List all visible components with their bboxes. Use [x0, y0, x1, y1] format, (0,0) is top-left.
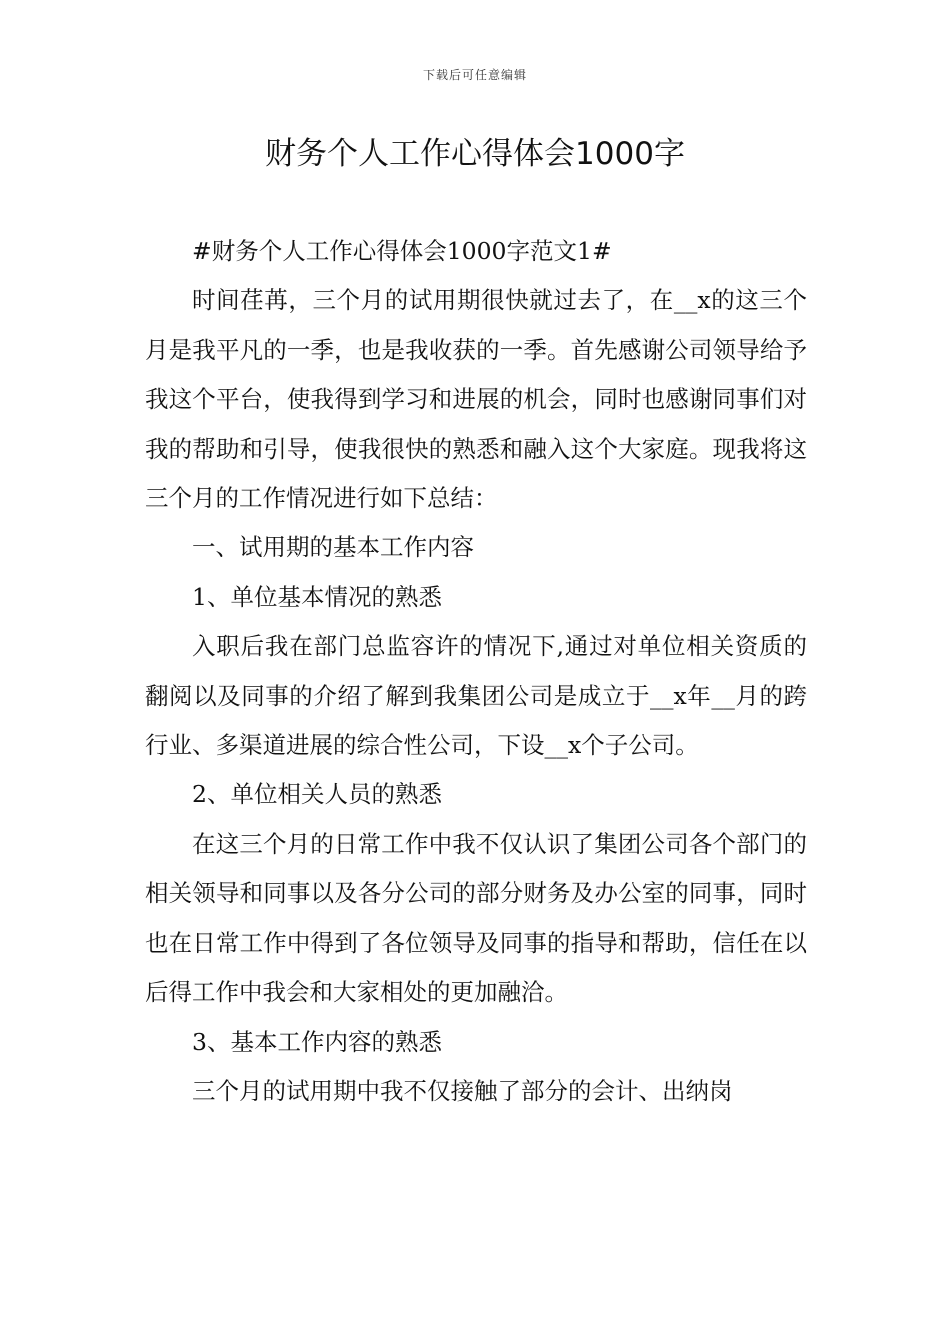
subheading-unit-situation: 1、单位基本情况的熟悉 [192, 582, 442, 611]
subheading-work-content: 3、基本工作内容的熟悉 [192, 1027, 442, 1056]
document-title: 财务个人工作心得体会1000字 [265, 136, 685, 172]
paragraph-intro: 时间荏苒，三个月的试用期很快就过去了，在__x的这三个月是我平凡的一季，也是我收获的一季。首先感谢公司领导给予我这个平台，使我得到学习和进展的机会，同时也感谢同事们对我的帮助和引导，使我很快的熟悉和融入这个大家庭。现我将这三个月的工作情况进行如下总结： [145, 286, 807, 513]
paragraph-unit-situation: 入职后我在部门总监容许的情况下,通过对单位相关资质的翻阅以及同事的介绍了解到我集团公司是成立于__x年__月的跨行业、多渠道进展的综合性公司，下设__x个子公司。 [145, 632, 807, 760]
section-heading-sample: #财务个人工作心得体会1000字范文1# [192, 237, 612, 265]
document-body [145, 227, 807, 1116]
download-note: 下载后可任意编辑 [422, 68, 527, 82]
paragraph-work-content: 三个月的试用期中我不仅接触了部分的会计、出纳岗 [192, 1076, 733, 1105]
paragraph-unit-staff: 在这三个月的日常工作中我不仅认识了集团公司各个部门的相关领导和同事以及各分公司的部分财务及办公室的同事，同时也在日常工作中得到了各位领导及同事的指导和帮助，信任在以后得工作中我会和大家相处的更加融洽。 [145, 829, 807, 1007]
subheading-unit-staff: 2、单位相关人员的熟悉 [192, 780, 442, 809]
section-heading-basic-work: 一、试用期的基本工作内容 [192, 533, 474, 562]
